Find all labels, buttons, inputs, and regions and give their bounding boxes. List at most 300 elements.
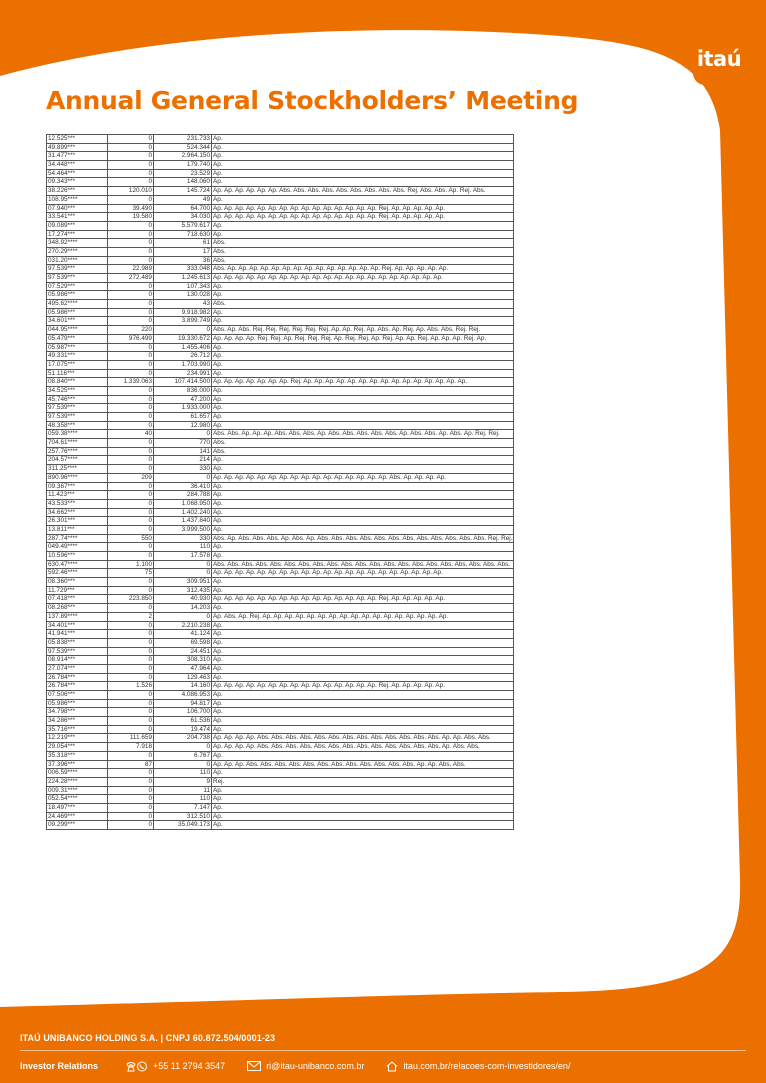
table-row (47, 378, 514, 387)
table-row (47, 187, 514, 196)
shares-a-cell: 0 (108, 465, 154, 474)
votes-cell: Ap. (212, 152, 514, 161)
shareholder-id-cell: 97.539*** (47, 274, 108, 283)
shareholder-id-cell: 05.987*** (47, 343, 108, 352)
shares-b-cell: 19.474 (154, 725, 212, 734)
table-row (47, 552, 514, 561)
shares-a-cell: 0 (108, 491, 154, 500)
table-row (47, 630, 514, 639)
votes-cell: Ap. (212, 491, 514, 500)
shareholder-id-cell: 704.61**** (47, 439, 108, 448)
shareholder-id-cell: 224.28**** (47, 777, 108, 786)
shareholder-id-cell: 38.226*** (47, 187, 108, 196)
shares-b-cell: 179.740 (154, 161, 212, 170)
shares-a-cell: 0 (108, 638, 154, 647)
shares-a-cell: 1.526 (108, 682, 154, 691)
table-row (47, 517, 514, 526)
votes-cell: Ap. (212, 456, 514, 465)
shares-a-cell: 0 (108, 152, 154, 161)
shares-a-cell: 0 (108, 812, 154, 821)
votes-cell: Ap. (212, 360, 514, 369)
votes-cell: Ap. (212, 369, 514, 378)
table-row (47, 135, 514, 144)
shareholder-id-cell: 07.418*** (47, 595, 108, 604)
votes-cell: Abs. (212, 447, 514, 456)
shareholder-id-cell: 204.57**** (47, 456, 108, 465)
shares-a-cell: 75 (108, 569, 154, 578)
shares-a-cell: 0 (108, 647, 154, 656)
votes-cell: Ap. (212, 708, 514, 717)
shares-a-cell: 0 (108, 786, 154, 795)
shares-b-cell: 0 (154, 760, 212, 769)
footer-contact-bar (20, 1058, 592, 1074)
shareholder-id-cell: 34.601*** (47, 317, 108, 326)
shares-b-cell: 1.068.950 (154, 499, 212, 508)
table-row (47, 769, 514, 778)
shares-b-cell: 24.451 (154, 647, 212, 656)
shares-b-cell: 214 (154, 456, 212, 465)
table-row (47, 734, 514, 743)
shareholder-id-cell: 48.358*** (47, 421, 108, 430)
votes-cell: Ap. (212, 517, 514, 526)
shareholder-id-cell: 43.533*** (47, 499, 108, 508)
votes-cell: Abs. Ap. Abs. Abs. Abs. Ap. Abs. Ap. Abs. Abs. Abs. Abs. Abs. Abs. Abs. Abs. Abs. Abs. Abs. Abs. Rej. Rej. (213, 534, 513, 542)
shares-b-cell: 130.028 (154, 291, 212, 300)
shares-b-cell: 312.510 (154, 812, 212, 821)
shareholder-id-cell: 07.506*** (47, 691, 108, 700)
table-row (47, 578, 514, 587)
footer-divider (20, 1050, 746, 1051)
shares-b-cell: 9 (154, 777, 212, 786)
shareholder-id-cell: 33.541*** (47, 213, 108, 222)
shareholder-id-cell: 08.360*** (47, 578, 108, 587)
shareholder-id-cell: 37.396*** (47, 760, 108, 769)
votes-cell: Ap. Ap. Ap. Ap. Ap. Ap. Ap. Ap. Ap. Ap. Ap. Ap. Ap. Ap. Ap. Rej. Ap. Ap. Ap. Ap. Ap. (212, 213, 514, 222)
shares-a-cell: 111.659 (108, 734, 154, 743)
shares-a-cell: 0 (108, 386, 154, 395)
table-row (47, 482, 514, 491)
table-row (47, 595, 514, 604)
shares-a-cell: 0 (108, 769, 154, 778)
table-row (47, 499, 514, 508)
table-row (47, 369, 514, 378)
shares-b-cell: 69.598 (154, 638, 212, 647)
shares-a-cell: 0 (108, 482, 154, 491)
shares-b-cell: 145.724 (154, 187, 212, 196)
shares-a-cell: 0 (108, 552, 154, 561)
shares-b-cell: 0 (154, 430, 212, 439)
shareholder-id-cell: 17.075*** (47, 360, 108, 369)
shareholder-id-cell: 97.539*** (47, 404, 108, 413)
shareholder-id-cell: 05.838*** (47, 638, 108, 647)
shares-a-cell: 0 (108, 308, 154, 317)
shareholder-id-cell: 41.941*** (47, 630, 108, 639)
shareholder-id-cell: 51.116*** (47, 369, 108, 378)
shareholder-id-cell: 044.95**** (47, 326, 108, 335)
shares-b-cell: 9.918.982 (154, 308, 212, 317)
shareholder-id-cell: 05.986*** (47, 699, 108, 708)
shares-a-cell: 0 (108, 717, 154, 726)
shareholder-id-cell: 26.784*** (47, 682, 108, 691)
footer-email[interactable] (247, 1061, 364, 1071)
shareholder-id-cell: 348.92**** (47, 239, 108, 248)
shares-a-cell: 0 (108, 291, 154, 300)
votes-cell: Ap. (212, 178, 514, 187)
shares-a-cell: 0 (108, 360, 154, 369)
shares-b-cell: 11 (154, 786, 212, 795)
shares-b-cell: 47.200 (154, 395, 212, 404)
table-row (47, 195, 514, 204)
shares-a-cell: 0 (108, 604, 154, 613)
table-row (47, 586, 514, 595)
table-row (47, 656, 514, 665)
votes-cell: Ap. (212, 699, 514, 708)
votes-cell: Ap. (212, 308, 514, 317)
table-row (47, 256, 514, 265)
shareholder-id-cell: 09.343*** (47, 178, 108, 187)
shareholder-id-cell: 05.986*** (47, 291, 108, 300)
votes-cell: Ap. (212, 421, 514, 430)
shares-a-cell: 272.489 (108, 274, 154, 283)
shareholder-id-cell: 27.074*** (47, 664, 108, 673)
votes-cell: Ap. (212, 812, 514, 821)
shares-a-cell: 0 (108, 404, 154, 413)
shares-b-cell: 0 (154, 473, 212, 482)
shareholder-id-cell: 49.331*** (47, 352, 108, 361)
votes-cell: Ap. (212, 647, 514, 656)
shareholder-id-cell: 08.268*** (47, 604, 108, 613)
votes-cell: Ap. Ap. Ap. Ap. Abs. Abs. Abs. Abs. Abs. Abs. Abs. Abs. Abs. Abs. Abs. Abs. Abs. Ap. Abs. Abs. (212, 743, 514, 752)
shares-b-cell: 1.402.240 (154, 508, 212, 517)
shares-b-cell: 333.048 (154, 265, 212, 274)
shareholder-id-cell: 34.525*** (47, 386, 108, 395)
table-row (47, 204, 514, 213)
shares-b-cell: 6.767 (154, 751, 212, 760)
table-row (47, 560, 514, 569)
shares-a-cell: 0 (108, 447, 154, 456)
shareholder-id-cell: 34.448*** (47, 161, 108, 170)
table-row (47, 291, 514, 300)
shares-a-cell: 0 (108, 725, 154, 734)
shares-a-cell: 0 (108, 508, 154, 517)
votes-cell: Abs. (212, 256, 514, 265)
shareholder-id-cell: 97.539*** (47, 647, 108, 656)
shares-b-cell: 35.049.173 (154, 821, 212, 830)
shareholder-id-cell: 35.318*** (47, 751, 108, 760)
shareholder-id-cell: 12.525*** (47, 135, 108, 144)
shares-b-cell: 47.964 (154, 664, 212, 673)
shareholder-id-cell: 592.46**** (47, 569, 108, 578)
votes-cell: Ap. (212, 795, 514, 804)
shares-a-cell: 1.339.063 (108, 378, 154, 387)
shareholder-id-cell: 09.089*** (47, 221, 108, 230)
shares-b-cell: 309.951 (154, 578, 212, 587)
votes-cell: Ap. (212, 395, 514, 404)
shareholder-id-cell: 13.811*** (47, 525, 108, 534)
table-row (47, 326, 514, 335)
shares-b-cell: 23.529 (154, 169, 212, 178)
votes-cell: Ap. (212, 482, 514, 491)
shares-a-cell: 0 (108, 578, 154, 587)
shares-b-cell: 94.817 (154, 699, 212, 708)
shares-b-cell: 1.437.840 (154, 517, 212, 526)
table-row (47, 534, 514, 543)
shares-b-cell: 34.030 (154, 213, 212, 222)
votes-cell: Ap. (212, 786, 514, 795)
shares-a-cell: 0 (108, 343, 154, 352)
shares-a-cell: 0 (108, 691, 154, 700)
table-row (47, 812, 514, 821)
table-row (47, 569, 514, 578)
shares-b-cell: 36.410 (154, 482, 212, 491)
votes-cell: Ap. (212, 386, 514, 395)
votes-cell: Ap. (212, 769, 514, 778)
shares-a-cell: 39.490 (108, 204, 154, 213)
shareholder-id-cell: 29.054*** (47, 743, 108, 752)
shares-b-cell: 110 (154, 795, 212, 804)
table-row (47, 508, 514, 517)
table-row (47, 717, 514, 726)
votes-cell: Ap. (212, 586, 514, 595)
table-row (47, 699, 514, 708)
votes-cell: Ap. Ap. Ap. Ap. Ap. Ap. Ap. Ap. Ap. Ap. Ap. Ap. Ap. Ap. Ap. Rej. Ap. Ap. Ap. Ap. Ap. (212, 595, 514, 604)
shares-a-cell: 0 (108, 439, 154, 448)
shareholder-id-cell: 05.986*** (47, 308, 108, 317)
shares-a-cell: 22.989 (108, 265, 154, 274)
shareholder-id-cell: 97.539*** (47, 265, 108, 274)
shares-b-cell: 1.933.000 (154, 404, 212, 413)
shares-a-cell: 7.918 (108, 743, 154, 752)
shareholder-id-cell: 34.662*** (47, 508, 108, 517)
votes-cell: Abs. (212, 439, 514, 448)
votes-cell: Ap. (212, 604, 514, 613)
shares-a-cell: 0 (108, 708, 154, 717)
shares-b-cell: 1.455.406 (154, 343, 212, 352)
shares-a-cell: 0 (108, 221, 154, 230)
shares-a-cell: 0 (108, 751, 154, 760)
votes-cell: Ap. (212, 230, 514, 239)
table-row (47, 317, 514, 326)
shareholder-id-cell: 052.54**** (47, 795, 108, 804)
votes-cell: Ap. Ap. Ap. Ap. Rej. Rej. Ap. Rej. Rej. Rej. Ap. Rej. Rej. Ap. Rej. Ap. Ap. Rej. Ap. Ap. Ap. Rej. Ap. (212, 334, 514, 343)
shares-b-cell: 231.733 (154, 135, 212, 144)
shares-b-cell: 836.000 (154, 386, 212, 395)
shares-b-cell: 204.738 (154, 734, 212, 743)
votes-cell: Ap. Ap. Ap. Ap. Ap. Ap. Ap. Ap. Ap. Ap. Ap. Ap. Ap. Ap. Ap. Rej. Ap. Ap. Ap. Ap. Ap. (212, 682, 514, 691)
shares-b-cell: 26.712 (154, 352, 212, 361)
shares-a-cell: 0 (108, 456, 154, 465)
shareholder-id-cell: 257.76**** (47, 447, 108, 456)
shares-b-cell: 14.160 (154, 682, 212, 691)
table-row (47, 795, 514, 804)
shares-b-cell: 49 (154, 195, 212, 204)
shares-b-cell: 41.124 (154, 630, 212, 639)
votes-cell: Ap. (212, 317, 514, 326)
shares-b-cell: 3.999.500 (154, 525, 212, 534)
footer-email-text: ri@itau-unibanco.com.br (266, 1061, 365, 1071)
shares-a-cell: 0 (108, 630, 154, 639)
votes-cell: Ap. (212, 673, 514, 682)
shares-b-cell: 330 (154, 534, 212, 543)
email-icon (247, 1061, 261, 1071)
shareholder-id-cell: 009.31**** (47, 786, 108, 795)
table-row (47, 786, 514, 795)
votes-cell: Ap. (212, 630, 514, 639)
shareholder-id-cell: 12.219*** (47, 734, 108, 743)
table-row (47, 604, 514, 613)
shares-b-cell: 3.899.749 (154, 317, 212, 326)
shares-a-cell: 0 (108, 777, 154, 786)
votes-cell: Ap. Ap. Ap. Abs. Abs. Abs. Abs. Abs. Abs. Abs. Abs. Abs. Abs. Abs. Abs. Ap. Ap. Abs. Abs. (212, 760, 514, 769)
footer-phone[interactable] (126, 1061, 225, 1072)
table-row (47, 673, 514, 682)
footer-website[interactable] (386, 1061, 570, 1072)
shareholder-id-cell: 10.596*** (47, 552, 108, 561)
shareholder-id-cell: 24.469*** (47, 812, 108, 821)
table-row (47, 247, 514, 256)
table-row (47, 308, 514, 317)
footer-company: ITAÚ UNIBANCO HOLDING S.A. | CNPJ 60.872.504/0001-23 (20, 1033, 276, 1043)
shares-a-cell: 2 (108, 612, 154, 621)
shares-b-cell: 110 (154, 769, 212, 778)
votes-cell: Abs. Ap. Ap. Ap. Ap. Ap. Ap. Ap. Ap. Ap. Ap. Ap. Ap. Ap. Ap. Rej. Ap. Ap. Ap. Ap. Ap. (212, 265, 514, 274)
shares-b-cell: 770 (154, 439, 212, 448)
shareholder-id-cell: 54.464*** (47, 169, 108, 178)
shares-a-cell: 0 (108, 282, 154, 291)
shares-a-cell: 19.580 (108, 213, 154, 222)
shares-b-cell: 61.536 (154, 717, 212, 726)
shares-a-cell: 220 (108, 326, 154, 335)
table-row (47, 152, 514, 161)
shareholder-id-cell: 031.20**** (47, 256, 108, 265)
shareholder-id-cell: 09.299*** (47, 821, 108, 830)
table-row (47, 638, 514, 647)
table-row (47, 456, 514, 465)
votes-cell: Ap. (212, 404, 514, 413)
shareholder-id-cell: 35.716*** (47, 725, 108, 734)
shareholder-id-cell: 34.401*** (47, 621, 108, 630)
votes-cell: Ap. (212, 621, 514, 630)
shares-b-cell: 14.203 (154, 604, 212, 613)
shares-a-cell: 0 (108, 195, 154, 204)
table-row (47, 691, 514, 700)
table-row (47, 386, 514, 395)
votes-cell: Abs. (212, 239, 514, 248)
shares-b-cell: 17.578 (154, 552, 212, 561)
votes-cell: Abs. Abs. Abs. Abs. Abs. Abs. Abs. Abs. Abs. Abs. Abs. Abs. Abs. Abs. Abs. Abs. Abs. Abs. Abs. Abs. Abs. (212, 560, 514, 569)
votes-cell: Ap. (212, 725, 514, 734)
table-row (47, 447, 514, 456)
shares-b-cell: 1.703.990 (154, 360, 212, 369)
shares-b-cell: 234.991 (154, 369, 212, 378)
votes-cell: Ap. (212, 691, 514, 700)
table-row (47, 413, 514, 422)
shareholder-id-cell: 49.899*** (47, 143, 108, 152)
votes-table-body (47, 135, 514, 830)
votes-cell: Ap. (212, 543, 514, 552)
shares-a-cell: 0 (108, 352, 154, 361)
shareholder-id-cell: 34.798*** (47, 708, 108, 717)
shareholder-id-cell: 108.95**** (47, 195, 108, 204)
shares-a-cell: 1.100 (108, 560, 154, 569)
table-row (47, 404, 514, 413)
table-row (47, 343, 514, 352)
votes-cell: Ap. (212, 143, 514, 152)
shares-a-cell: 0 (108, 178, 154, 187)
shareholder-id-cell: 05.479*** (47, 334, 108, 343)
votes-cell: Ap. (212, 135, 514, 144)
votes-cell: Ap. (212, 352, 514, 361)
shares-b-cell: 718.630 (154, 230, 212, 239)
shareholder-id-cell: 97.539*** (47, 413, 108, 422)
shares-a-cell: 0 (108, 621, 154, 630)
shareholder-id-cell: 11.729*** (47, 586, 108, 595)
votes-table (46, 134, 514, 830)
shares-a-cell: 0 (108, 369, 154, 378)
votes-cell: Ap. (212, 664, 514, 673)
shareholder-id-cell: 311.25**** (47, 465, 108, 474)
shareholder-id-cell: 08.840*** (47, 378, 108, 387)
shareholder-id-cell: 07.940*** (47, 204, 108, 213)
shares-b-cell: 524.344 (154, 143, 212, 152)
shareholder-id-cell: 137.89**** (47, 612, 108, 621)
shareholder-id-cell: 31.477*** (47, 152, 108, 161)
shares-b-cell: 0 (154, 743, 212, 752)
shares-a-cell: 550 (108, 534, 154, 543)
table-row (47, 169, 514, 178)
table-row (47, 282, 514, 291)
table-row (47, 360, 514, 369)
shares-a-cell: 40 (108, 430, 154, 439)
table-row (47, 265, 514, 274)
votes-cell: Ap. (212, 525, 514, 534)
votes-cell: Ap. Ap. Ap. Ap. Abs. Abs. Abs. Abs. Abs. Abs. Abs. Abs. Abs. Abs. Abs. Abs. Abs. Ap. Ap. Abs. Abs. (212, 734, 514, 743)
votes-cell: Ap. (212, 413, 514, 422)
shares-a-cell: 0 (108, 543, 154, 552)
shares-a-cell: 223.850 (108, 595, 154, 604)
shareholder-id-cell: 26.301*** (47, 517, 108, 526)
shares-a-cell: 87 (108, 760, 154, 769)
shareholder-id-cell: 26.784*** (47, 673, 108, 682)
shares-a-cell: 0 (108, 795, 154, 804)
votes-cell: Ap. (212, 343, 514, 352)
shares-b-cell: 2.964.150 (154, 152, 212, 161)
votes-cell: Ap. (212, 821, 514, 830)
shareholder-id-cell: 049.49**** (47, 543, 108, 552)
votes-cell: Ap. (212, 291, 514, 300)
shares-b-cell: 1.245.613 (154, 274, 212, 283)
shares-a-cell: 0 (108, 499, 154, 508)
shares-b-cell: 7.147 (154, 803, 212, 812)
table-row (47, 178, 514, 187)
shares-b-cell: 5.579.617 (154, 221, 212, 230)
table-row (47, 708, 514, 717)
shares-a-cell: 0 (108, 517, 154, 526)
home-icon (386, 1061, 398, 1072)
table-row (47, 221, 514, 230)
shares-a-cell: 120.010 (108, 187, 154, 196)
shares-b-cell: 110 (154, 543, 212, 552)
votes-cell: Ap. (212, 751, 514, 760)
shares-b-cell: 19.330.672 (154, 334, 212, 343)
table-row (47, 647, 514, 656)
shareholder-id-cell: 287.74**** (47, 534, 108, 543)
shareholder-id-cell: 495.62**** (47, 300, 108, 309)
shares-a-cell: 0 (108, 256, 154, 265)
votes-cell: Ap. (212, 161, 514, 170)
votes-cell: Ap. Ap. Ap. Ap. Ap. Ap. Abs. Abs. Abs. Abs. Abs. Abs. Abs. Abs. Abs. Rej. Abs. Abs. Ap. Rej. Abs. (212, 187, 514, 196)
votes-cell: Ap. Abs. Ap. Rej. Ap. Ap. Ap. Ap. Ap. Ap. Ap. Ap. Ap. Ap. Ap. Ap. Ap. Ap. Ap. Ap. Ap. (212, 612, 514, 621)
